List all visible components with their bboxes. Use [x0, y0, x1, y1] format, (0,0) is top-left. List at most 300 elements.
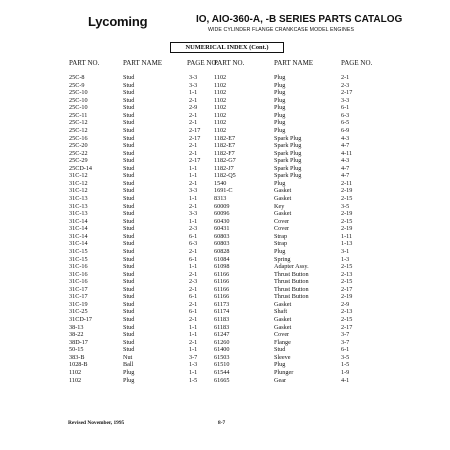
cell-page-no-2: 2-15: [341, 217, 353, 225]
table-row: [0, 225, 450, 233]
cell-page-no-2: 3-7: [341, 338, 350, 346]
cell-part-no-2: 60430: [214, 217, 230, 225]
cell-part-no-2: 1102: [214, 74, 227, 81]
cell-part-name-2: Strap: [274, 232, 288, 240]
cell-part-name: Stud: [123, 255, 135, 263]
column-header-part-name-2: PART NAME: [274, 59, 314, 67]
cell-part-no: 31C-12: [69, 179, 88, 187]
cell-part-no: 31C-14: [69, 217, 88, 225]
cell-part-name: Stud: [123, 316, 135, 323]
cell-page-no: 2-1: [189, 338, 198, 346]
cell-part-name: Stud: [123, 300, 135, 308]
cell-page-no-2: 2-19: [341, 225, 353, 233]
table-row: [0, 286, 450, 294]
table-row: [0, 354, 450, 362]
cell-part-name-2: Spark Plug: [274, 164, 302, 172]
cell-part-no-2: 61084: [214, 255, 230, 263]
cell-page-no: 1-1: [189, 89, 198, 97]
cell-part-no-2: 1102: [214, 104, 227, 112]
cell-part-no: 25C-9: [69, 81, 85, 89]
cell-part-no: 25C-10: [69, 104, 88, 112]
cell-part-no-2: 1182-E7: [214, 142, 236, 150]
cell-part-name: Stud: [123, 164, 135, 172]
cell-part-no: 50-15: [69, 346, 84, 354]
cell-page-no: 2-1: [189, 119, 198, 127]
cell-part-no: 31C-17: [69, 293, 88, 301]
cell-part-no-2: 61544: [214, 368, 230, 376]
cell-page-no-2: 2-15: [341, 316, 353, 323]
cell-part-no-2: 1540: [214, 179, 227, 187]
cell-page-no: 2-1: [189, 202, 198, 210]
cell-page-no-2: 2-11: [341, 179, 353, 187]
cell-part-name: Stud: [123, 217, 135, 225]
cell-part-no-2: 61503: [214, 353, 230, 361]
cell-part-name: Stud: [123, 331, 135, 339]
cell-part-name-2: Plug: [274, 104, 286, 112]
cell-part-name: Stud: [123, 270, 135, 278]
cell-page-no: 2-17: [189, 157, 201, 165]
cell-page-no-2: 3-1: [341, 247, 350, 255]
catalog-subtitle: WIDE CYLINDER FLANGE CRANKCASE MODEL ENGINES: [208, 27, 355, 33]
cell-page-no: 1-1: [189, 263, 198, 271]
cell-part-name: Stud: [123, 187, 135, 195]
table-row: [0, 89, 450, 97]
cell-part-no-2: 1102: [214, 111, 227, 119]
table-row: [0, 278, 450, 286]
cell-part-no: 31C-13: [69, 210, 88, 218]
cell-part-no-2: 61183: [214, 316, 230, 323]
table-row: [0, 361, 450, 369]
cell-part-no: 25C-16: [69, 134, 88, 142]
cell-page-no: 6-1: [189, 255, 198, 263]
cell-part-no-2: 1102: [214, 126, 227, 134]
cell-part-name: Stud: [123, 210, 135, 218]
cell-part-no-2: 61665: [214, 376, 230, 384]
cell-part-name-2: Plug: [274, 96, 286, 104]
cell-part-no-2: 1182-J7: [214, 164, 234, 172]
cell-page-no-2: 6-1: [341, 104, 350, 112]
cell-page-no-2: 2-9: [341, 300, 350, 308]
table-row: [0, 157, 450, 165]
cell-part-name-2: Gasket: [274, 300, 292, 308]
cell-page-no-2: 2-15: [341, 263, 353, 271]
cell-page-no-2: 2-19: [341, 187, 353, 195]
cell-page-no-2: 1-5: [341, 361, 350, 369]
cell-part-name: Stud: [123, 119, 135, 127]
table-row: [0, 308, 450, 316]
cell-part-name-2: Plug: [274, 81, 286, 89]
cell-part-name-2: Flange: [274, 338, 291, 346]
cell-part-name: Stud: [123, 247, 135, 255]
table-row: [0, 150, 450, 158]
cell-part-no-2: 61247: [214, 331, 230, 339]
column-header-part-no-2: PART NO.: [214, 59, 245, 67]
cell-page-no: 1-1: [189, 217, 198, 225]
table-row: [0, 369, 450, 377]
cell-part-no: 31CD-17: [69, 316, 93, 323]
cell-part-name: Stud: [123, 142, 135, 150]
table-row: [0, 346, 450, 354]
cell-part-no-2: 1102: [214, 89, 227, 97]
cell-page-no: 3-3: [189, 187, 198, 195]
cell-part-no-2: 1182-E7: [214, 134, 236, 142]
cell-part-no: 31C-16: [69, 278, 88, 286]
cell-part-name: Stud: [123, 195, 135, 202]
cell-page-no-2: 2-19: [341, 293, 353, 301]
cell-part-name-2: Strap: [274, 240, 288, 248]
cell-part-no-2: 1182-Q5: [214, 172, 236, 180]
cell-part-no-2: 1102: [214, 81, 227, 89]
cell-page-no-2: 2-15: [341, 195, 353, 202]
page-number: 8-7: [218, 420, 226, 426]
numerical-index-table: [0, 74, 450, 384]
table-row: [0, 135, 450, 143]
cell-part-no: 31C-25: [69, 308, 88, 316]
cell-part-no-2: 61510: [214, 361, 230, 369]
cell-part-name-2: Thrust Button: [274, 285, 309, 293]
cell-part-name: Stud: [123, 338, 135, 346]
cell-part-no: 25C-10: [69, 89, 88, 97]
table-row: [0, 165, 450, 173]
page-header: [0, 14, 450, 40]
cell-part-no: 31C-15: [69, 247, 88, 255]
cell-part-name: Stud: [123, 240, 135, 248]
cell-part-name: Stud: [123, 232, 135, 240]
table-row: [0, 203, 450, 211]
cell-part-no: 25C-8: [69, 74, 85, 81]
cell-part-name-2: Key: [274, 202, 285, 210]
cell-page-no: 2-9: [189, 104, 198, 112]
cell-part-no: 1102: [69, 376, 82, 384]
cell-part-name-2: Plug: [274, 89, 286, 97]
cell-page-no: 1-1: [189, 323, 198, 331]
cell-page-no: 1-3: [189, 361, 198, 369]
cell-part-name-2: Spark Plug: [274, 134, 302, 142]
cell-part-no: 25C-12: [69, 119, 88, 127]
cell-part-no: 25C-11: [69, 111, 88, 119]
table-row: [0, 127, 450, 135]
cell-part-no-2: 1182-F7: [214, 149, 235, 157]
catalog-title: IO, AIO-360-A, -B SERIES PARTS CATALOG: [196, 14, 403, 25]
cell-page-no: 2-1: [189, 111, 198, 119]
cell-part-no: 25C-12: [69, 126, 88, 134]
cell-page-no-2: 3-5: [341, 353, 350, 361]
cell-part-no: 25C-10: [69, 96, 88, 104]
cell-part-name-2: Spark Plug: [274, 142, 302, 150]
cell-page-no: 2-3: [189, 278, 198, 286]
cell-part-no-2: 61098: [214, 263, 230, 271]
cell-part-no-2: 1691-C: [214, 187, 233, 195]
cell-page-no-2: 2-15: [341, 278, 353, 286]
table-row: [0, 331, 450, 339]
cell-part-name-2: Shaft: [274, 308, 288, 316]
cell-part-no: 31C-13: [69, 202, 88, 210]
section-title-box: [170, 42, 284, 53]
cell-part-name-2: Spring: [274, 255, 291, 263]
cell-part-name-2: Plug: [274, 247, 286, 255]
cell-part-name: Plug: [123, 368, 135, 376]
cell-part-no-2: 60828: [214, 247, 230, 255]
cell-page-no: 6-1: [189, 232, 198, 240]
cell-part-no-2: 1102: [214, 96, 227, 104]
cell-part-no-2: 61173: [214, 300, 230, 308]
cell-page-no-2: 6-5: [341, 119, 350, 127]
cell-part-name-2: Adapter Assy.: [274, 263, 309, 271]
cell-part-name-2: Plug: [274, 361, 286, 369]
cell-page-no: 3-7: [189, 353, 198, 361]
cell-part-no: 25C-29: [69, 157, 88, 165]
column-header-page-no-2: PAGE NO.: [341, 59, 373, 67]
cell-page-no-2: 6-1: [341, 346, 350, 354]
cell-part-no-2: 8313: [214, 195, 227, 202]
cell-page-no-2: 2-17: [341, 89, 353, 97]
cell-page-no: 2-1: [189, 179, 198, 187]
cell-part-no: 1028-B: [69, 361, 88, 369]
column-header-page-no: PAGE NO.: [187, 59, 219, 67]
cell-page-no: 1-5: [189, 376, 198, 384]
cell-part-name: Stud: [123, 225, 135, 233]
cell-part-name: Stud: [123, 74, 135, 81]
cell-part-name-2: Sleeve: [274, 353, 291, 361]
cell-part-name: Stud: [123, 263, 135, 271]
cell-part-name-2: Plug: [274, 179, 286, 187]
cell-page-no: 2-17: [189, 126, 201, 134]
cell-part-name: Stud: [123, 323, 135, 331]
cell-page-no-2: 2-1: [341, 74, 350, 81]
cell-page-no: 2-1: [189, 247, 198, 255]
cell-part-no: 31C-17: [69, 285, 88, 293]
cell-part-name: Stud: [123, 308, 135, 316]
cell-page-no-2: 3-5: [341, 202, 350, 210]
cell-part-name: Nut: [123, 353, 133, 361]
cell-part-name: Stud: [123, 202, 135, 210]
cell-part-no-2: 61166: [214, 278, 230, 286]
cell-page-no-2: 4-3: [341, 157, 350, 165]
cell-part-name-2: Cover: [274, 225, 290, 233]
cell-page-no: 2-3: [189, 225, 198, 233]
cell-part-name: Stud: [123, 157, 135, 165]
cell-page-no: 2-1: [189, 285, 198, 293]
cell-part-no: 31C-12: [69, 172, 88, 180]
cell-page-no: 1-1: [189, 331, 198, 339]
table-row: [0, 271, 450, 279]
cell-part-name: Plug: [123, 376, 135, 384]
cell-part-name: Stud: [123, 346, 135, 354]
cell-part-no: 31C-12: [69, 187, 88, 195]
cell-part-no: 31C-13: [69, 195, 88, 202]
table-row: [0, 324, 450, 332]
cell-part-name: Stud: [123, 104, 135, 112]
table-row: [0, 74, 450, 82]
cell-page-no: 6-1: [189, 308, 198, 316]
table-row: [0, 248, 450, 256]
cell-page-no-2: 6-9: [341, 126, 350, 134]
cell-part-no-2: 61166: [214, 270, 230, 278]
cell-part-no: 38D-17: [69, 338, 88, 346]
table-row: [0, 316, 450, 324]
cell-page-no-2: 1-3: [341, 255, 350, 263]
table-row: [0, 180, 450, 188]
cell-page-no-2: 4-7: [341, 142, 350, 150]
cell-part-name: Stud: [123, 293, 135, 301]
cell-part-no: 25C-22: [69, 149, 88, 157]
cell-page-no-2: 2-17: [341, 323, 353, 331]
table-row: [0, 210, 450, 218]
cell-part-name-2: Thrust Button: [274, 270, 309, 278]
brand-logo: Lycoming: [88, 14, 148, 29]
table-row: [0, 293, 450, 301]
cell-part-no-2: 1182-G7: [214, 157, 236, 165]
cell-page-no-2: 2-13: [341, 270, 353, 278]
cell-part-name-2: Spark Plug: [274, 172, 302, 180]
cell-page-no-2: 1-11: [341, 232, 353, 240]
cell-page-no: 1-1: [189, 172, 198, 180]
cell-part-name-2: Spark Plug: [274, 149, 302, 157]
column-header-part-no: PART NO.: [69, 59, 100, 67]
cell-part-no-2: 61260: [214, 338, 230, 346]
cell-part-name-2: Spark Plug: [274, 157, 302, 165]
cell-page-no: 2-1: [189, 96, 198, 104]
cell-part-name-2: Gasket: [274, 323, 292, 331]
cell-page-no: 3-3: [189, 81, 198, 89]
cell-page-no-2: 4-7: [341, 164, 350, 172]
table-row: [0, 240, 450, 248]
cell-part-name: Stud: [123, 126, 135, 134]
cell-part-no: 31C-15: [69, 255, 88, 263]
cell-page-no: 2-17: [189, 134, 201, 142]
cell-page-no: 1-1: [189, 346, 198, 354]
cell-part-name: Stud: [123, 172, 135, 180]
cell-page-no-2: 1-9: [341, 368, 350, 376]
cell-part-name-2: Gasket: [274, 210, 292, 218]
cell-page-no: 6-1: [189, 293, 198, 301]
cell-part-name-2: Thrust Button: [274, 293, 309, 301]
cell-page-no-2: 3-3: [341, 96, 350, 104]
cell-page-no-2: 3-7: [341, 331, 350, 339]
cell-part-name: Stud: [123, 96, 135, 104]
cell-part-no-2: 61183: [214, 323, 230, 331]
cell-page-no-2: 4-7: [341, 172, 350, 180]
table-row: [0, 142, 450, 150]
cell-part-no-2: 60803: [214, 232, 230, 240]
table-row: [0, 301, 450, 309]
cell-part-no: 31C-19: [69, 300, 88, 308]
table-row: [0, 97, 450, 105]
cell-part-name: Stud: [123, 285, 135, 293]
cell-page-no-2: 2-13: [341, 308, 353, 316]
cell-part-no: 31C-14: [69, 225, 88, 233]
cell-part-no: 31C-16: [69, 263, 88, 271]
cell-page-no-2: 4-11: [341, 149, 353, 157]
table-row: [0, 218, 450, 226]
cell-part-name-2: Gasket: [274, 195, 292, 202]
cell-page-no-2: 4-1: [341, 376, 350, 384]
cell-part-name: Stud: [123, 134, 135, 142]
table-row: [0, 233, 450, 241]
cell-part-no-2: 60009: [214, 202, 230, 210]
cell-part-name-2: Gear: [274, 376, 287, 384]
table-row: [0, 112, 450, 120]
cell-part-no: 31C-16: [69, 270, 88, 278]
cell-part-name-2: Plug: [274, 74, 286, 81]
cell-page-no: 2-1: [189, 142, 198, 150]
cell-part-name: Stud: [123, 179, 135, 187]
cell-part-name-2: Plunger: [274, 368, 294, 376]
table-row: [0, 263, 450, 271]
cell-page-no-2: 2-19: [341, 210, 353, 218]
cell-part-no-2: 1102: [214, 119, 227, 127]
table-row: [0, 119, 450, 127]
cell-part-no-2: 60096: [214, 210, 230, 218]
cell-part-name-2: Plug: [274, 119, 286, 127]
cell-part-name-2: Gasket: [274, 187, 292, 195]
cell-page-no-2: 4-3: [341, 134, 350, 142]
cell-page-no: 6-3: [189, 240, 198, 248]
cell-part-no-2: 60803: [214, 240, 230, 248]
cell-part-name-2: Gasket: [274, 316, 292, 323]
cell-part-name-2: Thrust Button: [274, 278, 309, 286]
cell-part-no-2: 60431: [214, 225, 230, 233]
column-header-part-name: PART NAME: [123, 59, 163, 67]
cell-part-no: 31C-14: [69, 240, 88, 248]
cell-part-name: Ball: [123, 361, 134, 369]
cell-part-no: 25CD-14: [69, 164, 93, 172]
cell-part-name: Stud: [123, 81, 135, 89]
cell-page-no: 2-1: [189, 149, 198, 157]
cell-part-no: 383-B: [69, 353, 85, 361]
table-row: [0, 104, 450, 112]
cell-part-no-2: 61166: [214, 293, 230, 301]
cell-part-no-2: 61166: [214, 285, 230, 293]
cell-part-no: 38-13: [69, 323, 84, 331]
cell-part-name-2: Plug: [274, 126, 286, 134]
cell-part-name: Stud: [123, 149, 135, 157]
cell-page-no: 1-1: [189, 195, 198, 202]
cell-part-no-2: 61400: [214, 346, 230, 354]
cell-page-no: 3-3: [189, 210, 198, 218]
cell-page-no-2: 2-3: [341, 81, 350, 89]
cell-page-no: 2-1: [189, 270, 198, 278]
table-row: [0, 82, 450, 90]
cell-part-name-2: Cover: [274, 217, 290, 225]
table-row: [0, 187, 450, 195]
cell-part-no: 1102: [69, 368, 82, 376]
cell-part-name-2: Stud: [274, 346, 286, 354]
cell-part-no: 25C-20: [69, 142, 88, 150]
cell-page-no: 1-1: [189, 368, 198, 376]
cell-part-name: Stud: [123, 111, 135, 119]
cell-part-no: 31C-14: [69, 232, 88, 240]
table-row: [0, 339, 450, 347]
cell-page-no-2: 1-13: [341, 240, 353, 248]
cell-page-no: 1-1: [189, 164, 198, 172]
table-row: [0, 377, 450, 385]
cell-part-no-2: 61174: [214, 308, 230, 316]
cell-part-name: Stud: [123, 89, 135, 97]
cell-page-no: 2-1: [189, 300, 198, 308]
table-row: [0, 172, 450, 180]
cell-page-no-2: 6-3: [341, 111, 350, 119]
cell-part-name: Stud: [123, 278, 135, 286]
cell-part-no: 38-22: [69, 331, 84, 339]
section-title: NUMERICAL INDEX (Cont.): [185, 44, 269, 51]
cell-part-name-2: Plug: [274, 111, 286, 119]
cell-page-no: 2-1: [189, 316, 198, 323]
cell-page-no-2: 2-17: [341, 285, 353, 293]
table-row: [0, 195, 450, 203]
cell-part-name-2: Cover: [274, 331, 290, 339]
table-row: [0, 256, 450, 264]
